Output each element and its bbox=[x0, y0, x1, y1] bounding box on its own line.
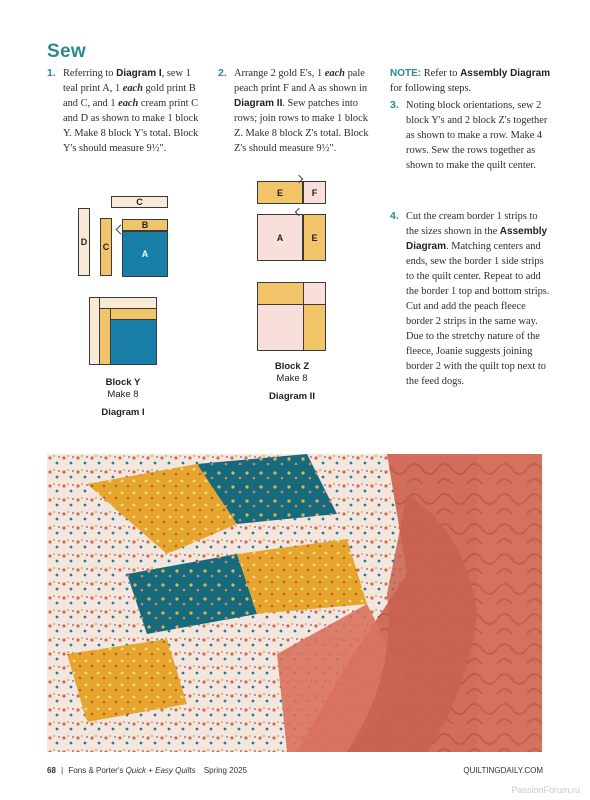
section-heading: Sew bbox=[47, 41, 86, 62]
watermark: PassionForum.ru bbox=[511, 785, 580, 795]
patch-e-1: E bbox=[257, 181, 303, 204]
step-1-text-c: gold print B and C, and 1 bbox=[63, 83, 196, 109]
step-1-text-b: , sew 1 teal print A, 1 bbox=[63, 68, 191, 94]
step-1-diagram-ref: Diagram I bbox=[116, 68, 162, 79]
step-1-each-1: each bbox=[122, 83, 143, 94]
step-1 bbox=[47, 66, 207, 156]
block-z bbox=[257, 282, 326, 351]
publication-name: Fons & Porter's bbox=[68, 766, 126, 775]
step-2-number: 2. bbox=[218, 67, 227, 79]
diagram-2-title: Block Z bbox=[274, 361, 310, 372]
block-y-strip-c-top bbox=[100, 298, 156, 309]
step-4 bbox=[390, 209, 552, 389]
patch-f: F bbox=[303, 181, 326, 204]
step-3 bbox=[390, 98, 550, 173]
footer-site[interactable]: QUILTINGDAILY.COM bbox=[463, 766, 543, 775]
block-y-square-a bbox=[111, 320, 156, 364]
block-y bbox=[89, 297, 157, 365]
note-label: NOTE: bbox=[390, 68, 422, 79]
diagram-1-title: Block Y bbox=[105, 377, 141, 388]
step-2-diagram-ref: Diagram II bbox=[234, 98, 283, 109]
step-4-text-b: . Matching centers and ends, sew the border 1 side strips to the quilt center. Repeat to add the border 1 top and bottom strips. Cut and add the peach fleece border 2 strips in the same way. Due to the stretchy nature of the fleece, Joanie suggests joining border 2 with the quilt top next to the feed dogs. bbox=[406, 241, 550, 387]
step-2-text-c: . Sew patches into rows; join rows to make 1 block Z. Make 8 block Z's total. Block Z's should measure 9½". bbox=[234, 98, 369, 154]
patch-e-2: E bbox=[303, 214, 326, 261]
block-z-a bbox=[258, 305, 304, 350]
patch-b: B bbox=[122, 219, 168, 231]
patch-c-top: C bbox=[111, 196, 168, 208]
step-3-text: Noting block orientations, sew 2 block Y's and 2 block Z's together as shown to make a row. Make 4 rows. Sew the rows together as shown to make the quilt center. bbox=[406, 100, 548, 171]
step-2-each: each bbox=[324, 68, 345, 79]
step-1-text-a: Referring to bbox=[63, 68, 117, 79]
step-2 bbox=[218, 66, 378, 156]
block-z-f bbox=[304, 283, 325, 305]
step-4-number: 4. bbox=[390, 210, 399, 222]
diagram-1-label: Diagram I bbox=[101, 407, 145, 418]
note bbox=[390, 66, 560, 96]
step-1-each-2: each bbox=[118, 98, 139, 109]
step-3-number: 3. bbox=[390, 99, 399, 111]
quilt-photo-illustration bbox=[47, 454, 542, 752]
block-z-e-top bbox=[258, 283, 304, 305]
issue-date: Spring 2025 bbox=[203, 766, 247, 775]
block-y-strip-d bbox=[90, 298, 100, 364]
patch-a-peach: A bbox=[257, 214, 303, 261]
step-4-text-a: Cut the cream border 1 strips to the sizes shown in the bbox=[406, 211, 538, 237]
publication-italic: Quick + Easy Quilts bbox=[125, 766, 196, 775]
step-1-number: 1. bbox=[47, 67, 56, 79]
patch-c-side: C bbox=[100, 218, 112, 276]
diagram-2-label: Diagram II bbox=[269, 391, 315, 402]
step-4-ref: Assembly Diagram bbox=[406, 226, 548, 252]
patch-a: A bbox=[122, 231, 168, 277]
block-y-strip-c-side bbox=[100, 309, 111, 364]
step-2-text-b: pale peach print F and A as shown in bbox=[234, 68, 368, 94]
note-text-b: for following steps. bbox=[390, 83, 472, 94]
page-number: 68 bbox=[47, 766, 56, 775]
note-ref: Assembly Diagram bbox=[460, 68, 551, 79]
block-y-strip-b bbox=[111, 309, 156, 320]
diagram-1-caption bbox=[83, 377, 163, 419]
patch-d: D bbox=[78, 208, 90, 276]
note-text-a: Refer to bbox=[421, 68, 461, 79]
folded-quilt-photo bbox=[47, 454, 542, 752]
diagram-1-make: Make 8 bbox=[107, 389, 139, 400]
step-1-text-d: cream print C and D as shown to make 1 block Y. Make 8 block Y's total. Block Y's should measure 9½". bbox=[63, 98, 199, 154]
footer-divider: | bbox=[61, 766, 64, 775]
diagram-2-caption bbox=[252, 361, 332, 403]
block-z-e-side bbox=[304, 305, 325, 350]
footer-left bbox=[47, 766, 247, 775]
step-2-text-a: Arrange 2 gold E's, 1 bbox=[234, 68, 325, 79]
diagram-2-make: Make 8 bbox=[276, 373, 308, 384]
